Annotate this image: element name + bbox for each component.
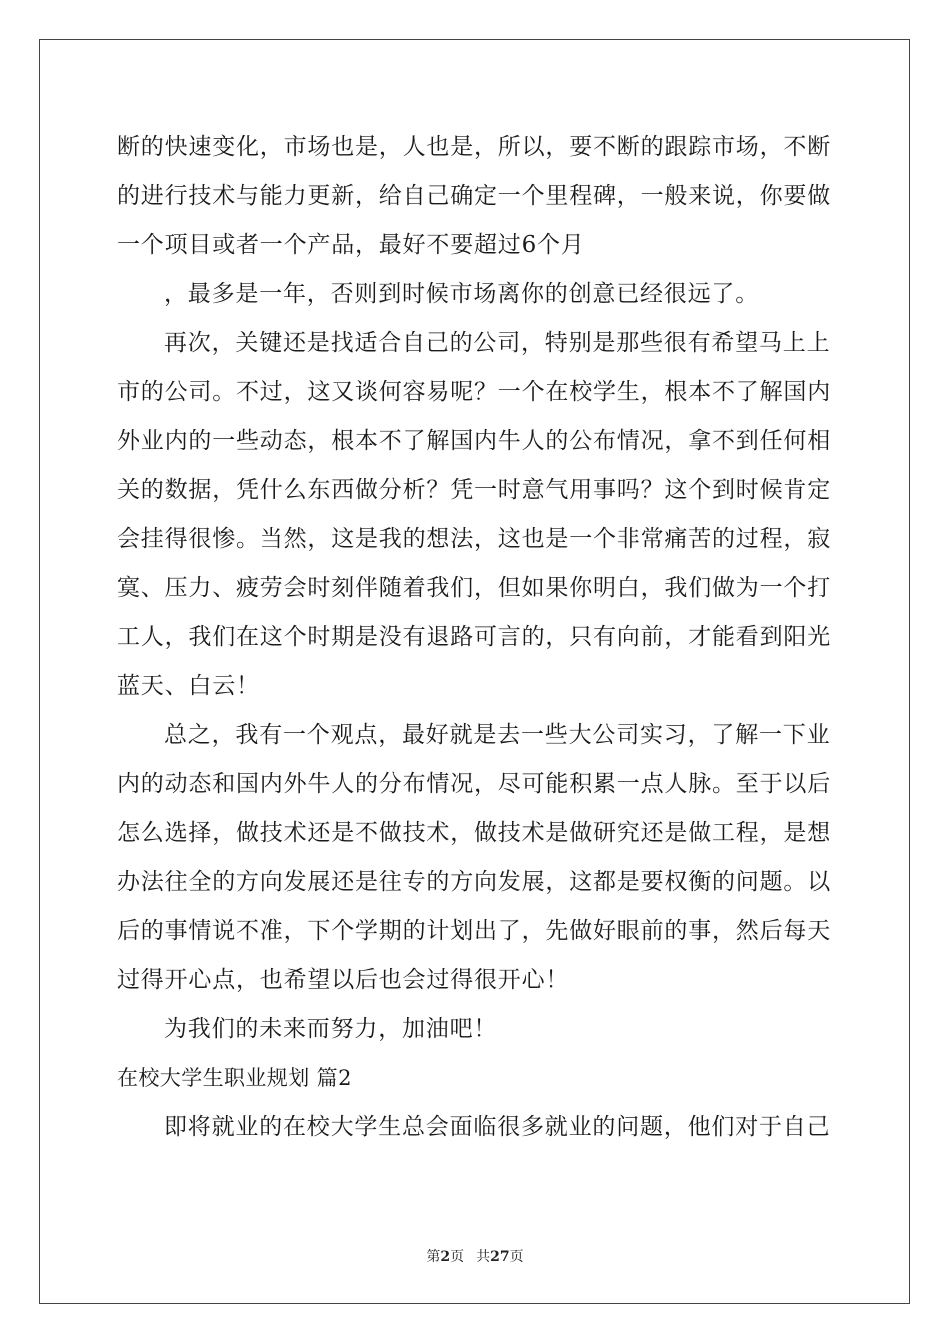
section-heading: 在校大学生职业规划 篇2 (117, 1066, 352, 1090)
page-footer (0, 1246, 950, 1266)
text-line: 办法往全的方向发展还是往专的方向发展，这都是要权衡的问题。以 (117, 869, 831, 895)
text-line: 后的事情说不准，下个学期的计划出了，先做好眼前的事，然后每天 (117, 918, 831, 944)
text-line: ，最多是一年，否则到时候市场离你的创意已经很远了。 (164, 281, 759, 307)
text-line: 寞、压力、疲劳会时刻伴随着我们，但如果你明白，我们做为一个打 (117, 575, 831, 601)
text-line: 过得开心点，也希望以后也会过得很开心！ (117, 967, 570, 993)
text-line: 会挂得很惨。当然，这是我的想法，这也是一个非常痛苦的过程，寂 (117, 526, 831, 552)
total-prefix: 共 (476, 1249, 491, 1265)
paragraph-start-line: 总之，我有一个观点，最好就是去一些大公司实习，了解一下业 (164, 722, 831, 748)
text-line: 内的动态和国内外牛人的分布情况，尽可能积累一点人脉。至于以后 (117, 771, 831, 797)
text-line: 关的数据，凭什么东西做分析？凭一时意气用事吗？这个到时候肯定 (117, 477, 831, 503)
text-line: 外业内的一些动态，根本不了解国内牛人的公布情况，拿不到任何相 (117, 428, 831, 454)
page-suffix: 页 (450, 1249, 465, 1265)
page-prefix: 第 (426, 1249, 441, 1265)
page-number: 2 (440, 1249, 451, 1265)
paragraph-start-line: 即将就业的在校大学生总会面临很多就业的问题，他们对于自己 (164, 1114, 831, 1140)
paragraph-start-line: 再次，关键还是找适合自己的公司，特别是那些很有希望马上上 (164, 330, 831, 356)
text-line: 市的公司。不过，这又谈何容易呢？一个在校学生，根本不了解国内 (117, 379, 831, 405)
text-line: 怎么选择，做技术还是不做技术，做技术是做研究还是做工程，是想 (117, 820, 831, 846)
document-body (117, 123, 837, 1152)
text-line: 一个项目或者一个产品，最好不要超过6个月 (117, 232, 585, 258)
paragraph-start-line: 为我们的未来而努力，加油吧！ (164, 1016, 498, 1042)
text-line: 蓝天、白云！ (117, 673, 260, 699)
total-suffix: 页 (509, 1249, 524, 1265)
text-line: 断的快速变化，市场也是，人也是，所以，要不断的跟踪市场，不断 (117, 134, 831, 160)
total-pages: 27 (490, 1249, 510, 1265)
text-line: 工人，我们在这个时期是没有退路可言的，只有向前，才能看到阳光 (117, 624, 831, 650)
text-line: 的进行技术与能力更新，给自己确定一个里程碑，一般来说，你要做 (117, 183, 831, 209)
